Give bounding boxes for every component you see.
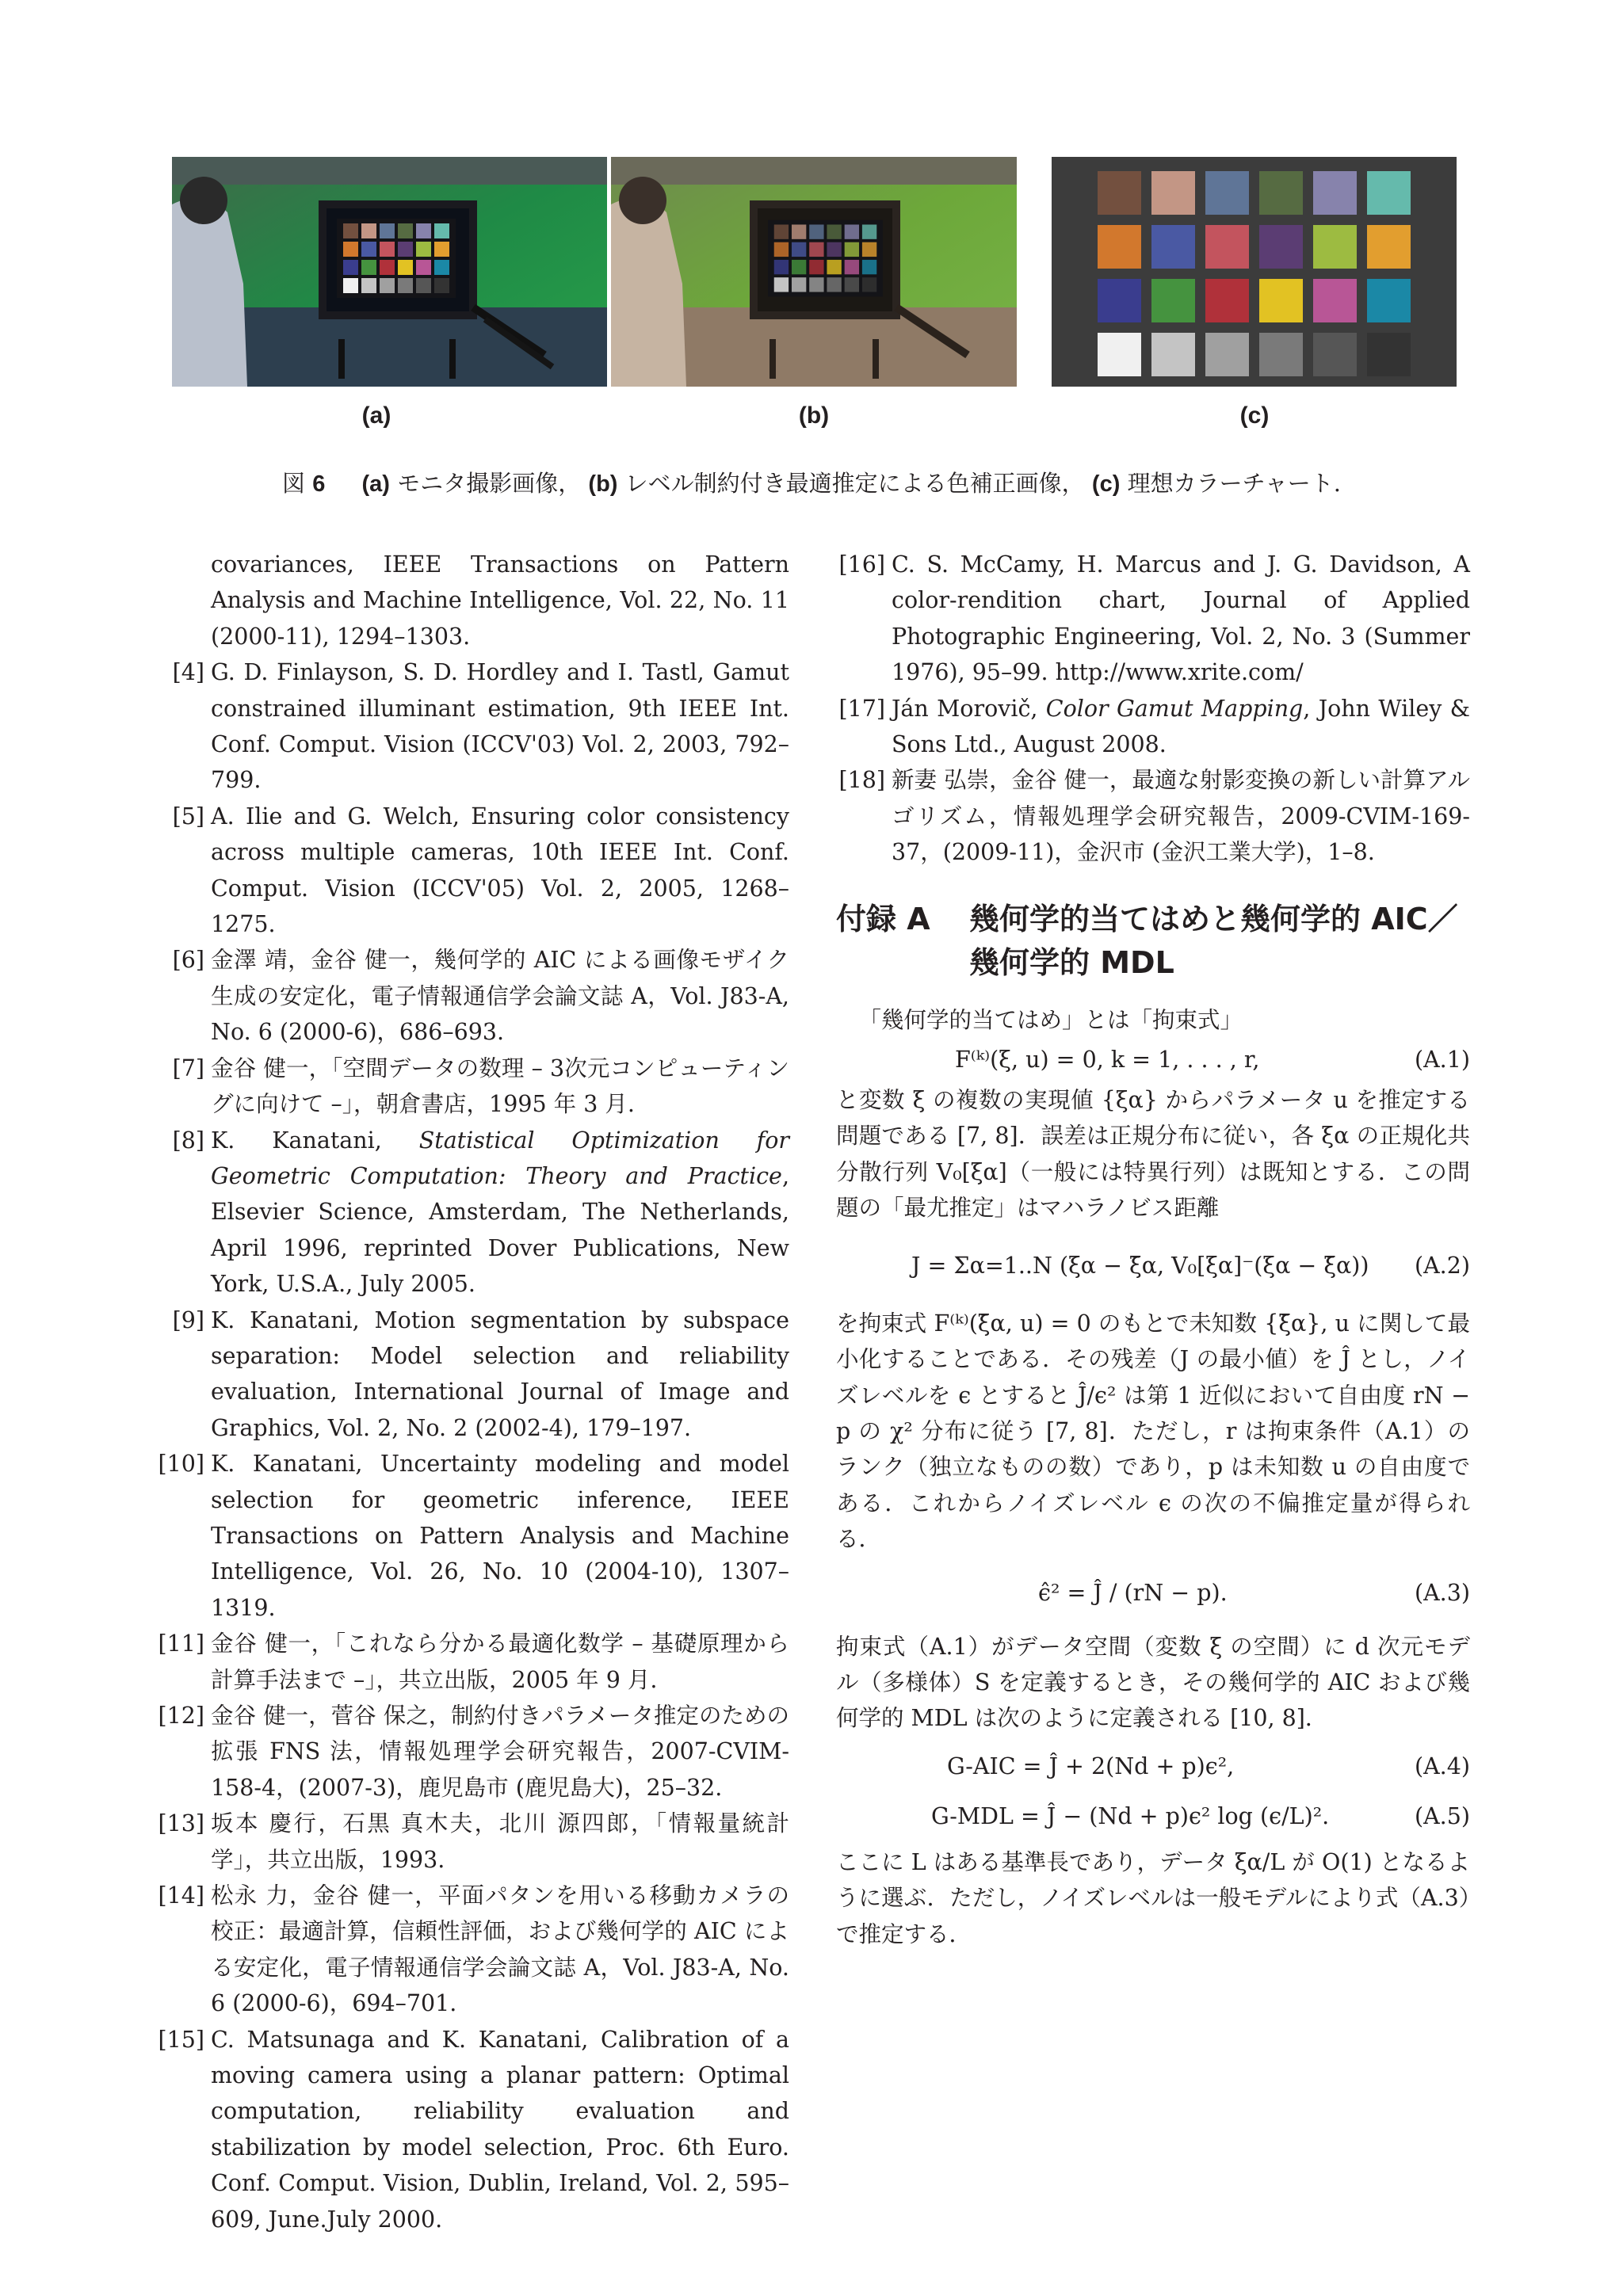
reference-item: [7] 金谷 健一，「空間データの数理 – 3次元コンピューティングに向けて –」，朝倉書店，1995 年 3 月. (172, 1055, 789, 1118)
figure-label-a: (a) (361, 402, 391, 429)
color-swatch (1205, 279, 1249, 322)
appendix-paragraph-3: 拘束式（A.1）がデータ空間（変数 ξ の空間）に d 次元モデル（多様体）S を定義するとき，その幾何学的 AIC および幾何学的 MDL は次のように定義される [10, 8]． (836, 1633, 1470, 1732)
color-swatch (845, 224, 859, 238)
figure-label-b: (b) (798, 402, 830, 429)
color-swatch (398, 223, 413, 238)
equation-a4: G-AIC = Ĵ + 2(Nd + p)ϵ², (A.4) (947, 1753, 1470, 1779)
figure-label-c: (c) (1239, 402, 1270, 429)
color-swatch (343, 242, 358, 257)
equation-a1: F⁽ᵏ⁾(ξ, u) = 0, k = 1, . . . , r, (A.1) (955, 1047, 1470, 1074)
color-swatch (1259, 333, 1303, 376)
color-swatch (809, 224, 823, 238)
reference-item: [16] C. S. McCamy, H. Marcus and J. G. Davidson, A color-rendition chart, Journal of Applied Photographic Engineering, Vol. 2, No. 3 (Summer 1976), 95–99. http://www.xrite.com/ (838, 551, 1470, 686)
color-swatch (361, 278, 376, 293)
color-swatch (1367, 225, 1411, 269)
figure-image-a (172, 157, 607, 387)
color-swatch (380, 223, 395, 238)
color-chart-a (337, 219, 456, 298)
reference-item: [13] 坂本 慶行，石黒 真木夫，北川 源四郎，「情報量統計学」，共立出版，1993. (158, 1810, 789, 1873)
figure-image-c (1052, 157, 1457, 387)
color-swatch (774, 277, 789, 292)
color-swatch (862, 224, 876, 238)
color-swatch (845, 260, 859, 274)
appendix-intro: 「幾何学的当てはめ」とは「拘束式」 (858, 1006, 1243, 1033)
color-swatch (434, 242, 449, 257)
color-swatch (380, 278, 395, 293)
color-swatch (845, 242, 859, 257)
color-swatch (416, 242, 431, 257)
color-swatch (862, 260, 876, 274)
appendix-paragraph-1: と変数 ξ の複数の実現値 {ξα} からパラメータ u を推定する問題である [7, 8]．誤差は正規分布に従い，各 ξα の正規化共分散行列 V₀[ξα]（一般には特異行列）は既知とする．この問題の「最尤推定」はマハラノビス距離 (836, 1087, 1470, 1222)
color-swatch (1098, 225, 1141, 269)
figure-caption (0, 466, 1623, 498)
color-swatch (1367, 279, 1411, 322)
color-swatch (809, 242, 823, 257)
caption-a-text: モニタ撮影画像， (397, 470, 582, 497)
color-swatch (343, 223, 358, 238)
caption-b-text: レベル制約付き最適推定による色補正画像， (624, 470, 1085, 497)
color-swatch (1205, 225, 1249, 269)
color-swatch (774, 224, 789, 238)
reference-item: [5] A. Ilie and G. Welch, Ensuring color consistency across multiple cameras, 10th IEEE Int. Conf. Comput. Vision (ICCV'05) Vol. 2, 2005, 1268–1275. (172, 803, 789, 938)
equation-a3: ϵ̂² = Ĵ / (rN − p). (A.3) (1038, 1579, 1470, 1606)
appendix-title-line1: 幾何学的当てはめと幾何学的 AIC／ (969, 901, 1458, 936)
color-swatch (1151, 333, 1195, 376)
color-swatch (416, 278, 431, 293)
color-swatch (1151, 171, 1195, 215)
color-swatch (792, 277, 806, 292)
color-swatch (380, 242, 395, 257)
color-swatch (1313, 279, 1357, 322)
color-swatch (1098, 333, 1141, 376)
reference-item: [9] K. Kanatani, Motion segmentation by subspace separation: Model selection and reliability evaluation, International Journal of Image and Graphics, Vol. 2, No. 2 (2002-4), 179–197. (172, 1306, 789, 1441)
appendix-paragraph-2: を拘束式 F⁽ᵏ⁾(ξ̄α, u) = 0 のもとで未知数 {ξ̄α}, u に関して最小化することである．その残差（J の最小値）を Ĵ とし，ノイズレベルを ϵ とすると Ĵ/ϵ² は第 1 近似において自由度 rN − p の χ² 分布に従う [7, 8]．ただし，r は拘束条件（A.1）のランク（独立なものの数）であり，p は未知数 u の自由度である．これからノイズレベル ϵ の次の不偏推定量が得られる． (836, 1310, 1470, 1553)
color-swatch (380, 260, 395, 275)
color-swatch (1259, 225, 1303, 269)
color-swatch (434, 223, 449, 238)
reference-item: [10] K. Kanatani, Uncertainty modeling and model selection for geometric inference, IEEE Transactions on Pattern Analysis and Machine Intelligence, Vol. 26, No. 10 (2004-10), 1307–1319. (158, 1451, 789, 1621)
color-swatch (1259, 171, 1303, 215)
caption-a: (a) (361, 471, 390, 497)
color-swatch (434, 260, 449, 275)
color-swatch (774, 260, 789, 274)
color-swatch (774, 242, 789, 257)
reference-item: [14] 松永 力，金谷 健一，平面パタンを用いる移動カメラの校正：最適計算，信頼性評価，および幾何学的 AIC による安定化，電子情報通信学会論文誌 A，Vol. J83-A, No. 6 (2000-6)，694–701. (158, 1882, 789, 2017)
caption-c: (c) (1091, 471, 1121, 497)
color-swatch (862, 242, 876, 257)
color-swatch (792, 242, 806, 257)
reference-list-left (155, 547, 789, 2237)
reference-item: [4] G. D. Finlayson, S. D. Hordley and I. Tastl, Gamut constrained illuminant estimation, 9th IEEE Int. Conf. Comput. Vision (ICCV'03) Vol. 2, 2003, 792–799. (172, 659, 789, 794)
color-swatch (343, 260, 358, 275)
color-swatch (1313, 333, 1357, 376)
color-swatch (1205, 171, 1249, 215)
color-swatch (1313, 171, 1357, 215)
color-swatch (792, 260, 806, 274)
caption-b: (b) (588, 471, 618, 497)
color-swatch (361, 242, 376, 257)
color-swatch (434, 278, 449, 293)
color-swatch (1259, 279, 1303, 322)
reference-continuation: covariances, IEEE Transactions on Pattern Analysis and Machine Intelligence, Vol. 22, No. 11 (2000-11), 1294–1303. (211, 551, 789, 650)
reference-item: [11] 金谷 健一，「これなら分かる最適化数学 – 基礎原理から計算手法まで –」，共立出版，2005 年 9 月. (158, 1630, 789, 1693)
color-swatch (792, 224, 806, 238)
color-swatch (1098, 279, 1141, 322)
color-swatch (361, 260, 376, 275)
color-swatch (398, 242, 413, 257)
color-swatch (827, 277, 841, 292)
color-swatch (809, 277, 823, 292)
color-swatch (1367, 171, 1411, 215)
caption-c-text: 理想カラーチャート. (1127, 470, 1341, 497)
color-chart-b (768, 219, 883, 298)
reference-item: [12] 金谷 健一，菅谷 保之，制約付きパラメータ推定のための拡張 FNS 法，情報処理学会研究報告，2007-CVIM-158-4，(2007-3)，鹿児島市 (鹿児島大)，25–32. (158, 1703, 789, 1801)
color-swatch (862, 277, 876, 292)
color-swatch (809, 260, 823, 274)
equation-a5: G-MDL = Ĵ − (Nd + p)ϵ² log (ϵ/L)². (A.5) (931, 1802, 1470, 1829)
color-swatch (1367, 333, 1411, 376)
reference-item: [6] 金澤 靖，金谷 健一，幾何学的 AIC による画像モザイク生成の安定化，電子情報通信学会論文誌 A，Vol. J83-A, No. 6 (2000-6)，686–693. (172, 947, 789, 1046)
color-swatch (398, 260, 413, 275)
appendix-heading (836, 898, 1470, 985)
reference-item: [15] C. Matsunaga and K. Kanatani, Calibration of a moving camera using a planar pattern: Optimal computation, reliability evaluation and stabilization by model selection, Proc. 6th Euro. Conf. Comput. Vision, Dublin, Ireland, Vol. 2, 595–609, June.July 2000. (158, 2026, 789, 2233)
color-swatch (343, 278, 358, 293)
color-swatch (416, 223, 431, 238)
equation-a2: J = Σα=1..N (ξα − ξ̄α, V₀[ξα]⁻(ξα − ξ̄α)) (A.2) (911, 1252, 1470, 1279)
color-swatch (827, 242, 841, 257)
color-swatch (398, 278, 413, 293)
right-column (836, 547, 1470, 1952)
reference-item: [18] 新妻 弘崇，金谷 健一，最適な射影変換の新しい計算アルゴリズム，情報処理学会研究報告，2009-CVIM-169-37，(2009-11)，金沢市 (金沢工業大学)，1–8. (838, 767, 1470, 866)
color-swatch (827, 224, 841, 238)
appendix-title-line2: 幾何学的 MDL (969, 944, 1174, 980)
caption-prefix: 図 (282, 470, 306, 497)
color-swatch (361, 223, 376, 238)
color-swatch (1205, 333, 1249, 376)
color-swatch (416, 260, 431, 275)
appendix-number: 付録 A (836, 901, 930, 936)
reference-item: [17] Ján Morovič, Color Gamut Mapping, John Wiley & Sons Ltd., August 2008. (838, 695, 1471, 758)
caption-number: 6 (312, 471, 326, 497)
color-swatch (827, 260, 841, 274)
color-swatch (845, 277, 859, 292)
reference-item: [8] K. Kanatani, Statistical Optimization for Geometric Computation: Theory and Practice, Elsevier Science, Amsterdam, The Netherlands, April 1996, reprinted Dover Publications, New York, U.S.A., July 2005. (172, 1127, 790, 1298)
color-swatch (1151, 279, 1195, 322)
appendix-paragraph-4: ここに L はある基準長であり，データ ξα/L が O(1) となるように選ぶ．ただし，ノイズレベルは一般モデルにより式（A.3）で推定する． (836, 1848, 1470, 1947)
color-swatch (1151, 225, 1195, 269)
color-swatch (1098, 171, 1141, 215)
color-swatch (1313, 225, 1357, 269)
figure-image-b (611, 157, 1017, 387)
